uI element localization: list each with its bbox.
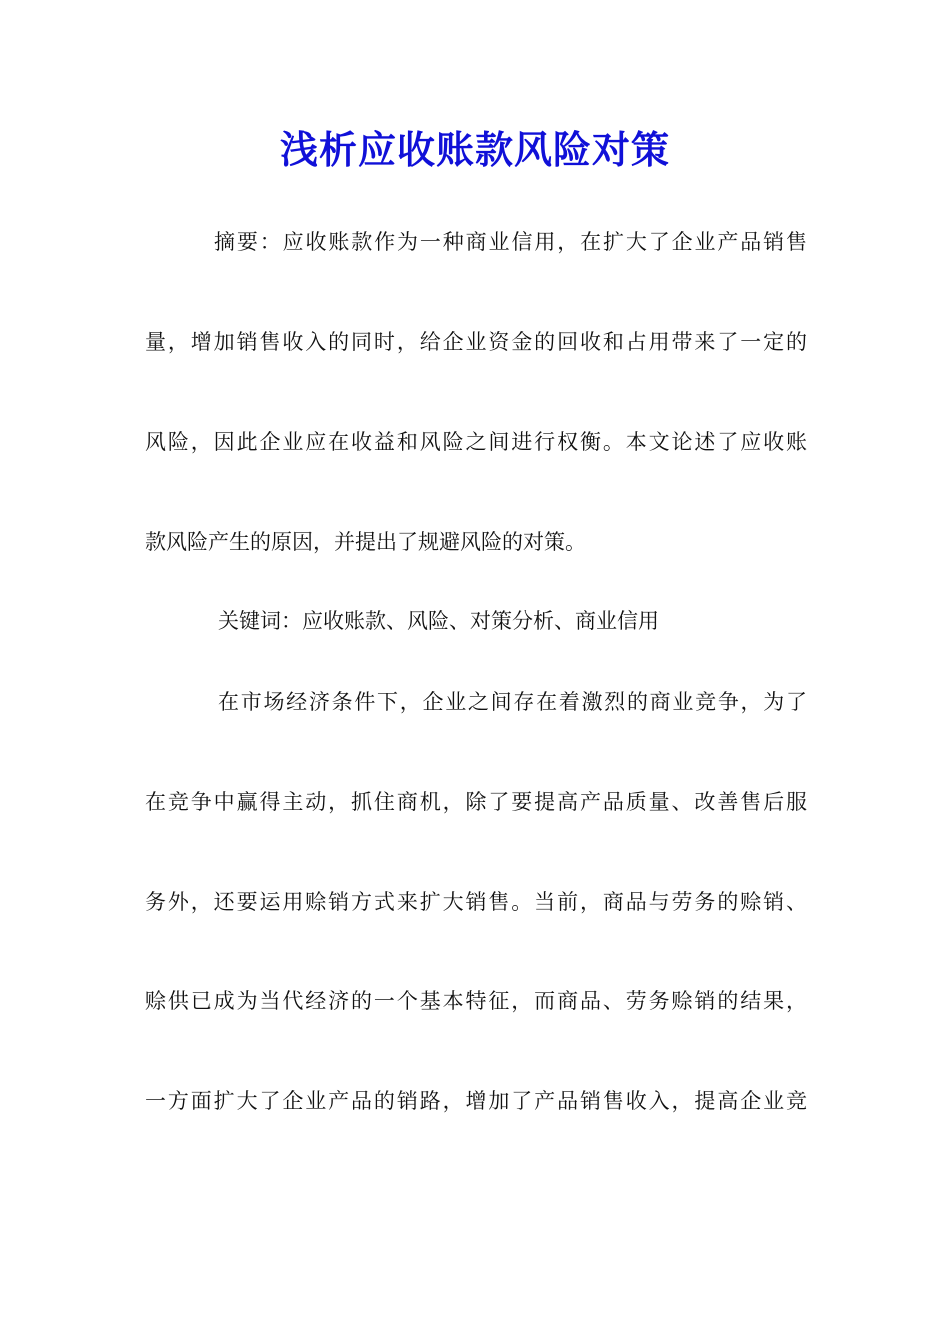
- body-line-4: 赊供已成为当代经济的一个基本特征，而商品、劳务赊销的结果，: [145, 989, 807, 1013]
- abstract-line-3: 风险，因此企业应在收益和风险之间进行权衡。本文论述了应收账: [145, 430, 807, 454]
- body-line-1: 在市场经济条件下，企业之间存在着激烈的商业竞争，为了: [218, 690, 807, 714]
- abstract-line-4: 款风险产生的原因，并提出了规避风险的对策。: [145, 530, 586, 554]
- body-line-2: 在竞争中赢得主动，抓住商机，除了要提高产品质量、改善售后服: [145, 790, 807, 814]
- keywords-line: 关键词：应收账款、风险、对策分析、商业信用: [218, 609, 659, 633]
- body-line-3: 务外，还要运用赊销方式来扩大销售。当前，商品与劳务的赊销、: [145, 890, 807, 914]
- abstract-line-2: 量，增加销售收入的同时，给企业资金的回收和占用带来了一定的: [145, 330, 807, 354]
- abstract-line-1: 摘要：应收账款作为一种商业信用，在扩大了企业产品销售: [214, 230, 807, 254]
- document-title: 浅析应收账款风险对策: [279, 127, 670, 172]
- body-line-5: 一方面扩大了企业产品的销路，增加了产品销售收入，提高企业竞: [145, 1089, 807, 1113]
